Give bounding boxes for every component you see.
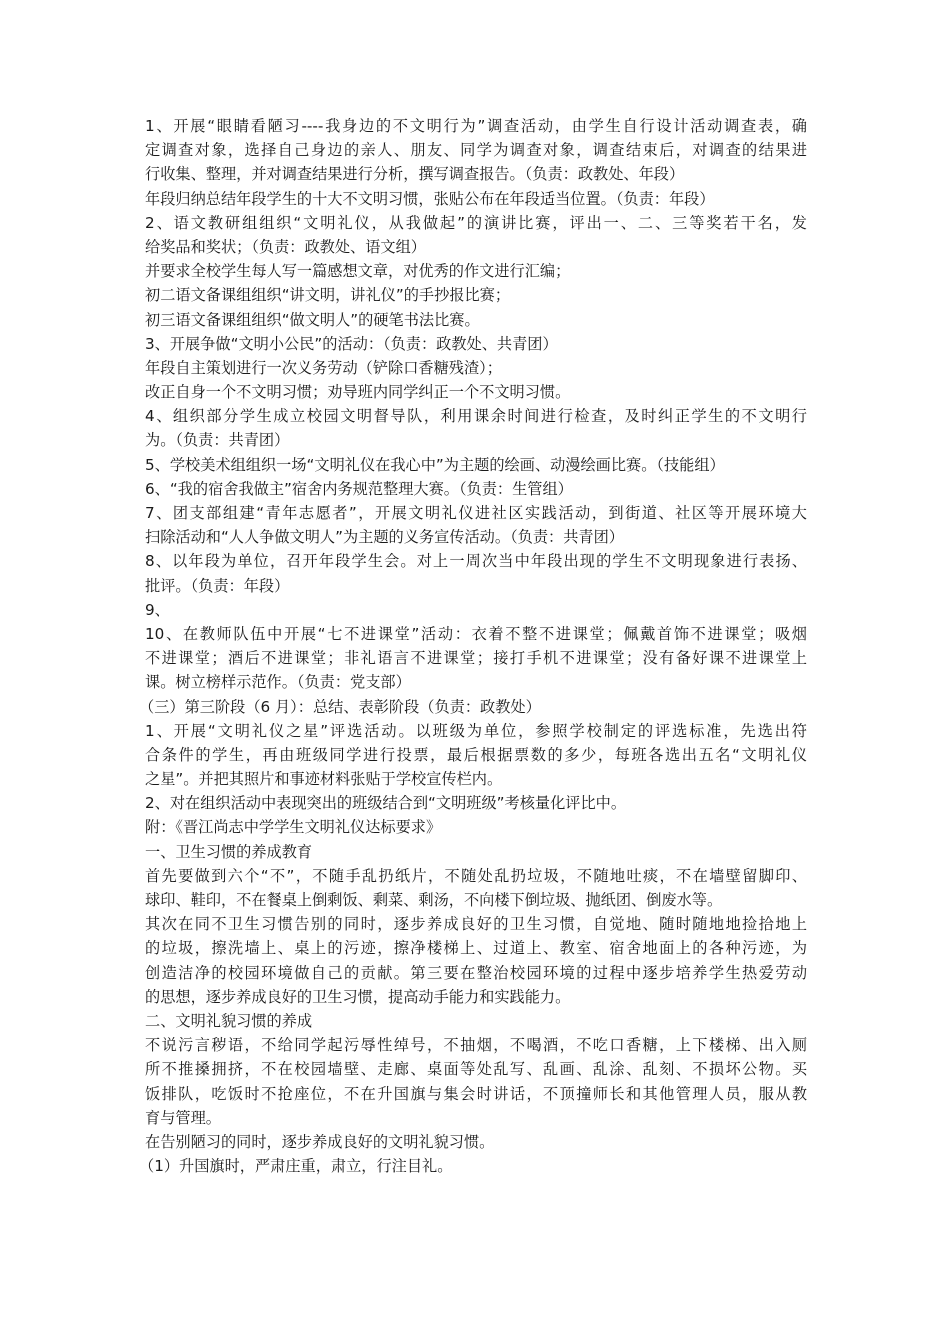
text-line: 所不推搡拥挤，不在校园墙壁、走廊、桌面等处乱写、乱画、乱涂、乱刻、不损坏公物。买 [145,1060,807,1079]
text-line: 行收集、整理，并对调查结果进行分析，撰写调查报告。（负责：政教处、年段） [145,165,685,184]
text-line: 不说污言秽语，不给同学起污辱性绰号，不抽烟，不喝酒，不吃口香糖，上下楼梯、出入厕 [145,1036,807,1055]
text-line: 1、开展“文明礼仪之星”评选活动。以班级为单位，参照学校制定的评选标准，先选出符 [145,721,807,740]
text-line: （三）第三阶段（6 月）：总结、表彰阶段（负责：政教处） [139,697,541,716]
text-line: 1、开展“眼睛看陋习----我身边的不文明行为”调查活动，由学生自行设计活动调查表，确 [145,117,807,135]
text-line: 二、文明礼貌习惯的养成 [145,1011,313,1030]
text-line: 年段自主策划进行一次义务劳动（铲除口香糖残渣）； [145,358,502,377]
text-line: 育与管理。 [145,1108,221,1127]
text-line: 饭排队，吃饭时不抢座位，不在升国旗与集会时讲话，不顶撞师长和其他管理人员，服从教 [145,1084,807,1103]
text-line: 10、在教师队伍中开展“七不进课堂”活动：衣着不整不进课堂；佩戴首饰不进课堂；吸烟 [145,624,807,643]
text-line: 课。树立榜样示范作。（负责：党支部） [145,673,411,692]
text-line: 改正自身一个不文明习惯；劝导班内同学纠正一个不文明习惯。 [145,383,571,402]
text-line: 的垃圾，擦洗墙上、桌上的污迹，擦净楼梯上、过道上、教室、宿舍地面上的各种污迹，为 [145,939,807,958]
text-line: 一、卫生习惯的养成教育 [145,842,313,861]
text-line: （1）升国旗时，严肃庄重，肃立，行注目礼。 [139,1157,453,1176]
text-line: 初三语文备课组组织“做文明人”的硬笔书法比赛。 [145,310,480,329]
text-line: 合条件的学生，再由班级同学进行投票，最后根据票数的多少，每班各选出五名“文明礼仪 [145,745,807,764]
text-line: 初二语文备课组组织“讲文明，讲礼仪”的手抄报比赛； [145,286,511,305]
text-line: 其次在同不卫生习惯告别的同时，逐步养成良好的卫生习惯，自觉地、随时随地地捡拾地上 [145,915,807,934]
text-line: 在告别陋习的同时，逐步养成良好的文明礼貌习惯。 [145,1132,495,1151]
text-line: 定调查对象，选择自己身边的亲人、朋友、同学为调查对象，调查结束后，对调查的结果进 [145,141,807,160]
text-line: 创造洁净的校园环境做自己的贡献。第三要在整治校园环境的过程中逐步培养学生热爱劳动 [145,963,807,982]
text-line: 球印、鞋印，不在餐桌上倒剩饭、剩菜、剩汤，不向楼下倒垃圾、抛纸团、倒废水等。 [145,891,723,909]
text-line: 4、组织部分学生成立校园文明督导队，利用课余时间进行检查，及时纠正学生的不文明行 [145,407,807,426]
text-line: 批评。（负责：年段） [145,576,290,595]
text-line: 附：《晋江尚志中学学生文明礼仪达标要求》 [145,818,442,837]
text-line: 5、学校美术组组织一场“文明礼仪在我心中”为主题的绘画、动漫绘画比赛。（技能组） [145,455,725,474]
text-line: 不进课堂；酒后不进课堂；非礼语言不进课堂；接打手机不进课堂；没有备好课不进课堂上 [145,649,807,668]
text-line: 给奖品和奖状；（负责：政教处、语文组） [145,237,426,256]
text-line: 6、“我的宿舍我做主”宿舍内务规范整理大赛。（负责：生管组） [145,479,573,498]
text-line: 3、开展争做“文明小公民”的活动：（负责：政教处、共青团） [145,334,558,353]
document-body [0,114,950,1178]
text-line: 2、对在组织活动中表现突出的班级结合到“文明班级”考核量化评比中。 [145,794,627,813]
text-line: 为。（负责：共青团） [145,431,290,450]
text-line: 扫除活动和“人人争做文明人”为主题的义务宣传活动。（负责：共青团） [145,528,624,547]
text-line: 并要求全校学生每人写一篇感想文章，对优秀的作文进行汇编； [145,262,571,281]
text-line: 之星”。并把其照片和事迹材料张贴于学校宣传栏内。 [145,770,503,789]
text-line: 年段归纳总结年段学生的十大不文明习惯，张贴公布在年段适当位置。（负责：年段） [145,189,715,208]
text-line: 的思想，逐步养成良好的卫生习惯，提高动手能力和实践能力。 [145,987,571,1006]
text-line: 7、团支部组建“青年志愿者”，开展文明礼仪进社区实践活动，到街道、社区等开展环境大 [145,504,807,522]
text-line: 2、语文教研组组织“文明礼仪，从我做起”的演讲比赛，评出一、二、三等奖若干名，发 [145,213,807,232]
text-line: 8、以年段为单位，召开年段学生会。对上一周次当中年段出现的学生不文明现象进行表扬、 [145,552,807,571]
text-line: 首先要做到六个“不”，不随手乱扔纸片，不随处乱扔垃圾，不随地吐痰，不在墙壁留脚印、 [145,866,807,885]
text-line: 9、 [145,600,170,619]
